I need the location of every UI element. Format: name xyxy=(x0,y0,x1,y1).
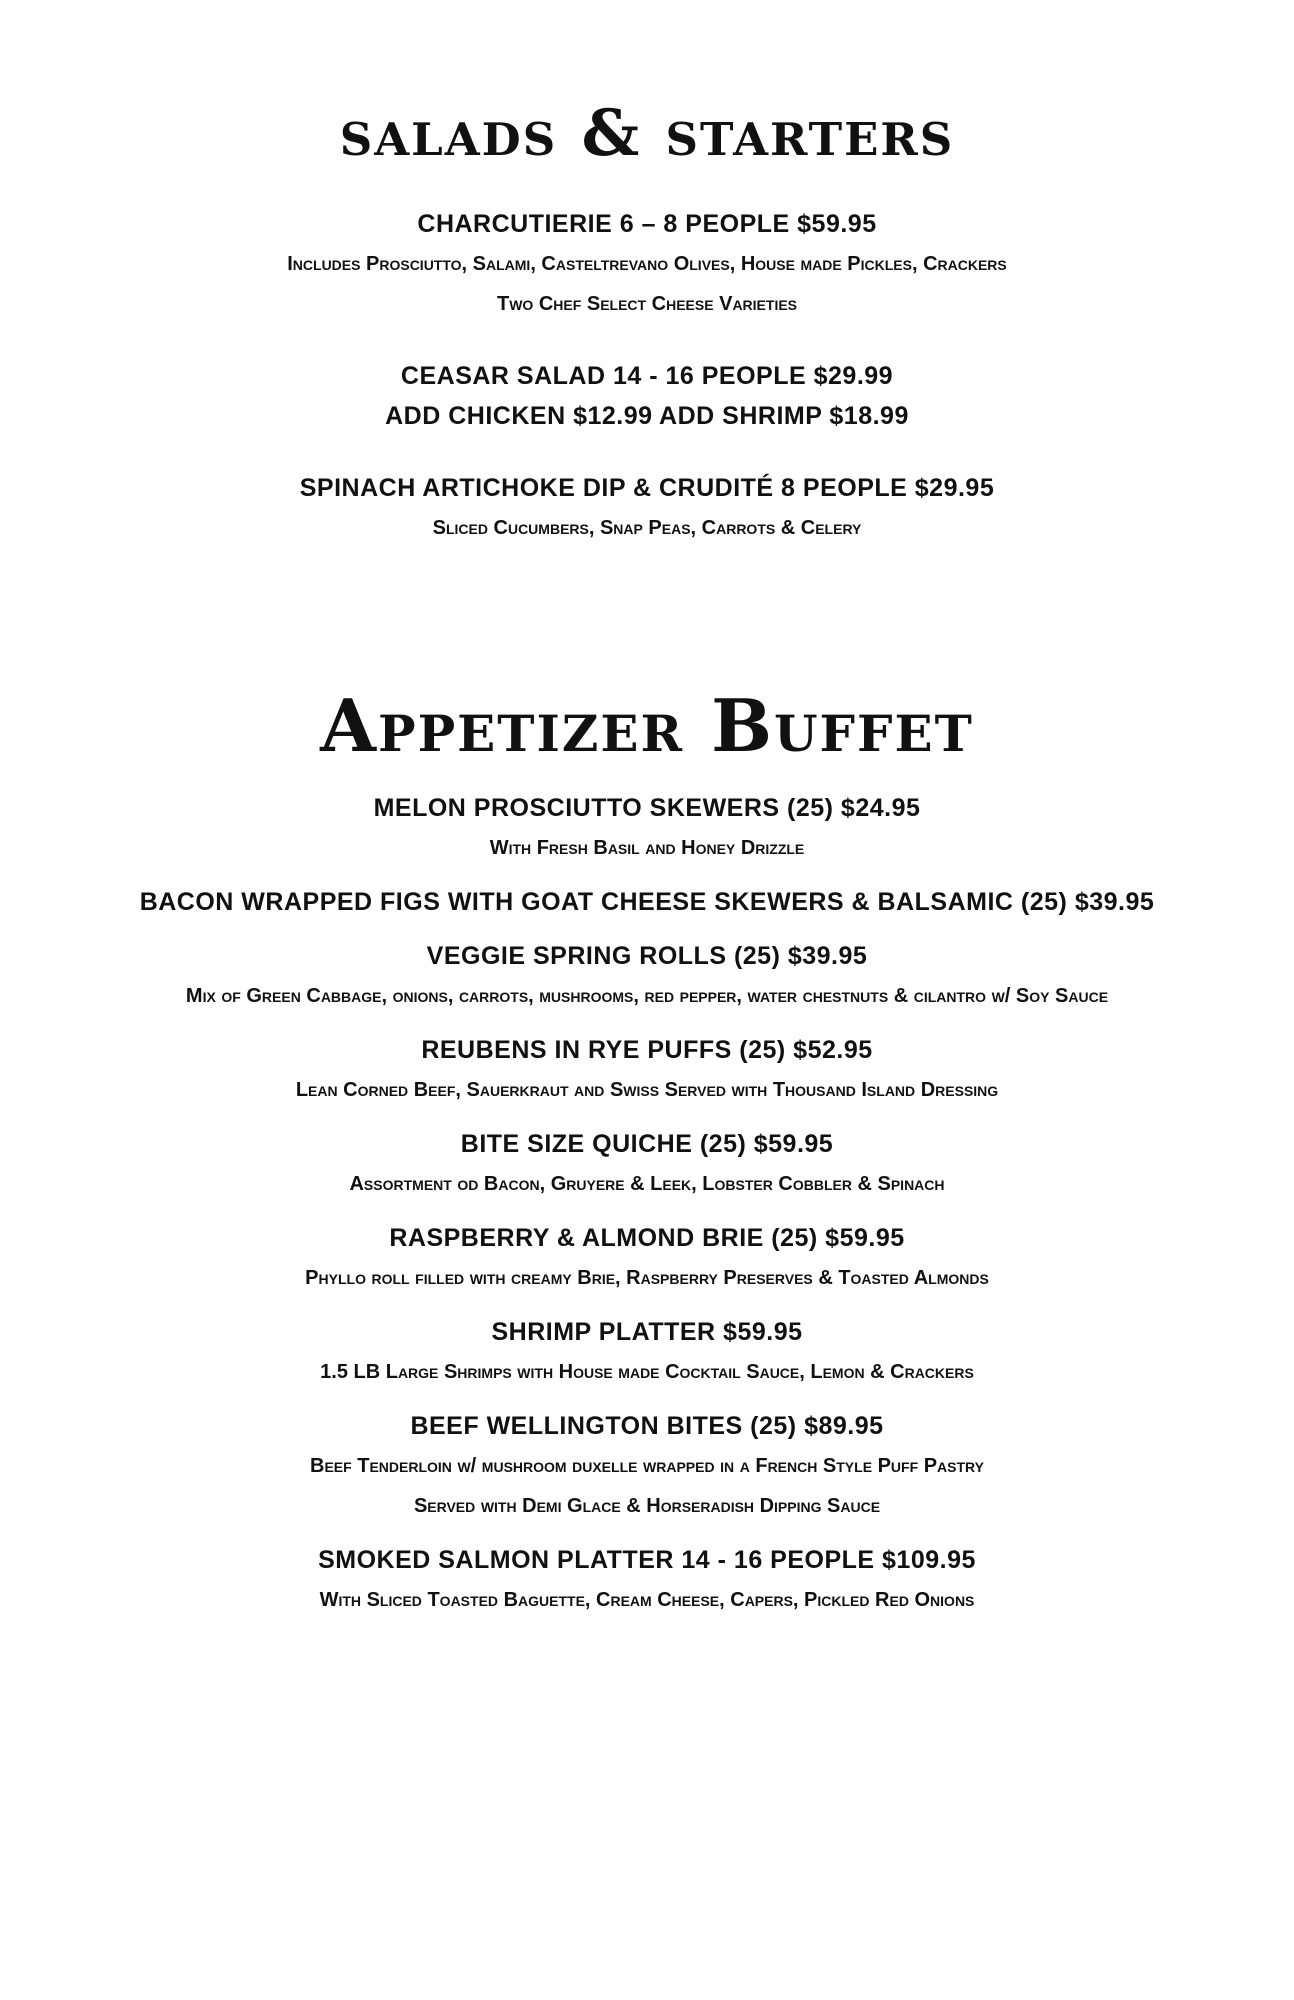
menu-item-charcutierie xyxy=(0,204,1294,324)
item-desc: Two Chef Select Cheese Varieties xyxy=(496,293,798,315)
menu-item-ceasar-salad xyxy=(0,356,1294,436)
menu-item-shrimp-platter xyxy=(0,1312,1294,1392)
item-desc: Sliced Cucumbers, Snap Peas, Carrots & Celery xyxy=(432,517,862,539)
item-name: VEGGIE SPRING ROLLS (25) $39.95 xyxy=(426,942,868,970)
item-name: BITE SIZE QUICHE (25) $59.95 xyxy=(460,1130,834,1158)
item-desc: Lean Corned Beef, Sauerkraut and Swiss Served with Thousand Island Dressing xyxy=(295,1079,999,1101)
item-desc: 1.5 LB Large Shrimps with House made Cocktail Sauce, Lemon & Crackers xyxy=(320,1361,974,1383)
item-name: MELON PROSCIUTTO SKEWERS (25) $24.95 xyxy=(373,794,921,822)
item-name: BEEF WELLINGTON BITES (25) $89.95 xyxy=(410,1412,884,1440)
item-name: REUBENS IN RYE PUFFS (25) $52.95 xyxy=(421,1036,873,1064)
salads-starters-list xyxy=(0,204,1294,548)
menu-item-beef-wellington xyxy=(0,1406,1294,1526)
item-desc: Phyllo roll filled with creamy Brie, Raspberry Preserves & Toasted Almonds xyxy=(305,1267,989,1289)
item-name: SPINACH ARTICHOKE DIP & CRUDITÉ 8 PEOPLE $29.95 xyxy=(299,474,995,502)
item-desc: Beef Tenderloin w/ mushroom duxelle wrapped in a French Style Puff Pastry xyxy=(310,1455,984,1477)
item-desc: ADD CHICKEN $12.99 ADD SHRIMP $18.99 xyxy=(385,402,909,430)
item-name: SMOKED SALMON PLATTER 14 - 16 PEOPLE $109.95 xyxy=(318,1546,976,1574)
item-name: RASPBERRY & ALMOND BRIE (25) $59.95 xyxy=(389,1224,905,1252)
item-desc: Served with Demi Glace & Horseradish Dipping Sauce xyxy=(413,1495,881,1517)
item-name: CEASAR SALAD 14 - 16 PEOPLE $29.99 xyxy=(400,362,894,390)
appetizer-buffet-title: Appetizer Buffet xyxy=(320,683,974,768)
menu-item-reubens xyxy=(0,1030,1294,1110)
item-desc: With Sliced Toasted Baguette, Cream Cheese, Capers, Pickled Red Onions xyxy=(319,1589,975,1611)
menu-item-spinach-dip xyxy=(0,468,1294,548)
item-desc: Mix of Green Cabbage, onions, carrots, mushrooms, red pepper, water chestnuts & cilantro w/ Soy Sauce xyxy=(185,985,1109,1007)
menu-item-bacon-figs xyxy=(0,882,1294,922)
item-desc: Assortment od Bacon, Gruyere & Leek, Lobster Cobbler & Spinach xyxy=(349,1173,945,1195)
item-name: CHARCUTIERIE 6 – 8 PEOPLE $59.95 xyxy=(417,210,877,238)
appetizer-buffet-list xyxy=(0,788,1294,1620)
salads-starters-title: salads & starters xyxy=(339,96,955,171)
menu-item-smoked-salmon xyxy=(0,1540,1294,1620)
item-name: BACON WRAPPED FIGS WITH GOAT CHEESE SKEWERS & BALSAMIC (25) $39.95 xyxy=(139,888,1155,916)
menu-item-quiche xyxy=(0,1124,1294,1204)
menu-item-spring-rolls xyxy=(0,936,1294,1016)
item-desc: With Fresh Basil and Honey Drizzle xyxy=(489,837,805,859)
item-name: SHRIMP PLATTER $59.95 xyxy=(491,1318,803,1346)
menu-item-melon-prosciutto xyxy=(0,788,1294,868)
menu-item-brie xyxy=(0,1218,1294,1298)
item-desc: Includes Prosciutto, Salami, Casteltrevano Olives, House made Pickles, Crackers xyxy=(287,253,1007,275)
